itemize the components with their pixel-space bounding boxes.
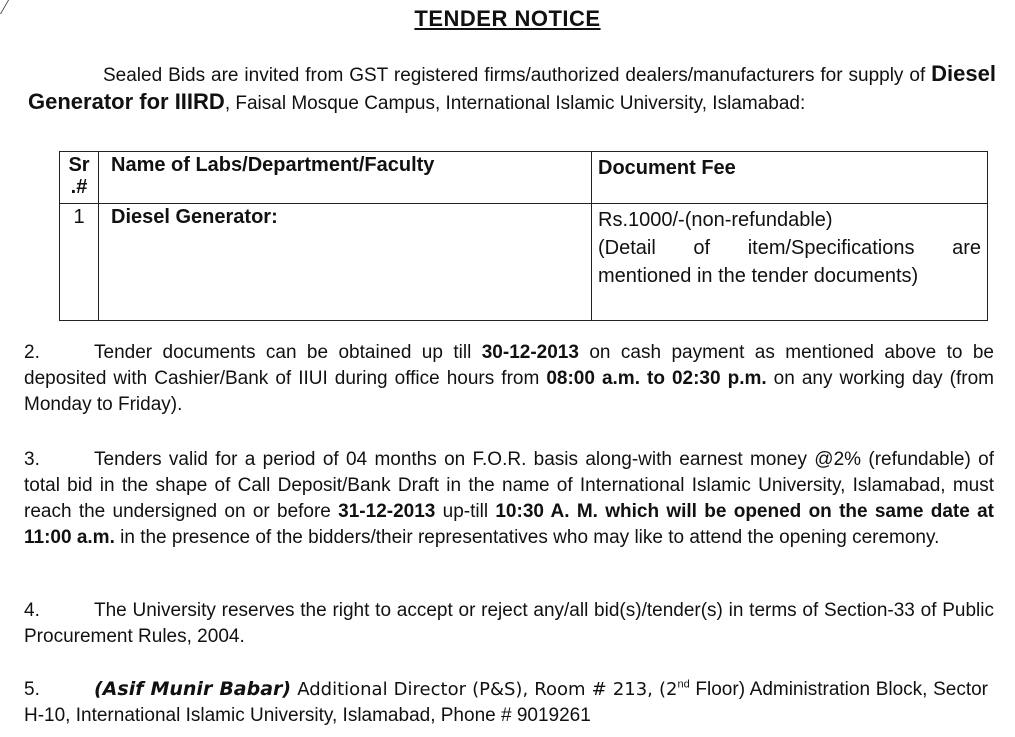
- para2-hours: 08:00 a.m. to 02:30 p.m.: [546, 368, 767, 389]
- para3-date: 31-12-2013: [338, 501, 436, 522]
- para5-text-2: Block, Sector H-10, International Islamic University, Islamabad, Phone # 9019261: [24, 679, 989, 726]
- para2-text-3: on any working day (from Monday to Friday).: [24, 368, 994, 415]
- document-fee-table: [59, 151, 988, 321]
- notice-title: TENDER NOTICE: [414, 6, 601, 31]
- intro-text-1: Sealed Bids are invited from GST registered firms/authorized dealers/manufacturers for supply of: [103, 65, 932, 86]
- table-header-row: [60, 152, 988, 204]
- para5-text-1: Floor) Administration: [689, 679, 871, 700]
- para3-text-1: Tenders valid for a period of 04 months on F.O.R. basis along-with earnest money @2% (refundable) of total bid in the shape of Call Deposit/Bank Draft in the name of International Islamic University, Islamabad, must reach the undersigned on or before: [24, 449, 994, 522]
- para3-number: 3.: [24, 449, 40, 470]
- intro-item-bold: Diesel Generator for IIIRD: [28, 61, 996, 114]
- row-name: Diesel Generator:: [99, 204, 592, 321]
- para4-number: 4.: [24, 600, 40, 621]
- para3-time: 10:30 A. M. which will be opened on the same date at 11:00 a.m.: [24, 501, 994, 548]
- signatory-name: (Asif Munir Babar): [94, 678, 292, 700]
- header-name: Name of Labs/Department/Faculty: [99, 152, 592, 204]
- fee-detail: (Detail of item/Specifications are mentioned in the tender documents): [598, 237, 981, 287]
- para2-number: 2.: [24, 342, 40, 363]
- fee-amount: Rs.1000/-(non-refundable): [598, 209, 833, 231]
- para4-text: The University reserves the right to accept or reject any/all bid(s)/tender(s) in terms of Section-33 of Public Procurement Rules, 2004.: [24, 600, 994, 647]
- header-sr: Sr .#: [60, 152, 99, 204]
- para3-text-3: in the presence of the bidders/their representatives who may like to attend the opening ceremony.: [114, 527, 940, 548]
- para5-number: 5.: [24, 679, 40, 700]
- paragraph-3: [24, 447, 994, 551]
- intro-text-2: , Faisal Mosque Campus, International Islamic University, Islamabad:: [224, 93, 806, 114]
- para2-text-1: Tender documents can be obtained up till: [94, 342, 482, 363]
- paragraph-2: [24, 340, 994, 418]
- row-sr: 1: [60, 204, 99, 321]
- header-fee: Document Fee: [592, 152, 988, 204]
- row-fee: [592, 204, 988, 321]
- para2-text-2: on cash payment as mentioned above to be deposited with Cashier/Bank of IIUI during office hours from: [24, 342, 994, 389]
- signatory-role: Additional Director (P&S), Room # 213, (2: [291, 679, 678, 700]
- paragraph-5: [24, 676, 988, 729]
- floor-superscript: nd: [677, 678, 690, 691]
- intro-paragraph: [28, 61, 996, 117]
- paragraph-4: [24, 598, 994, 650]
- para2-date: 30-12-2013: [481, 342, 579, 363]
- table-row: [60, 204, 988, 321]
- para3-text-2: up-till: [435, 501, 496, 522]
